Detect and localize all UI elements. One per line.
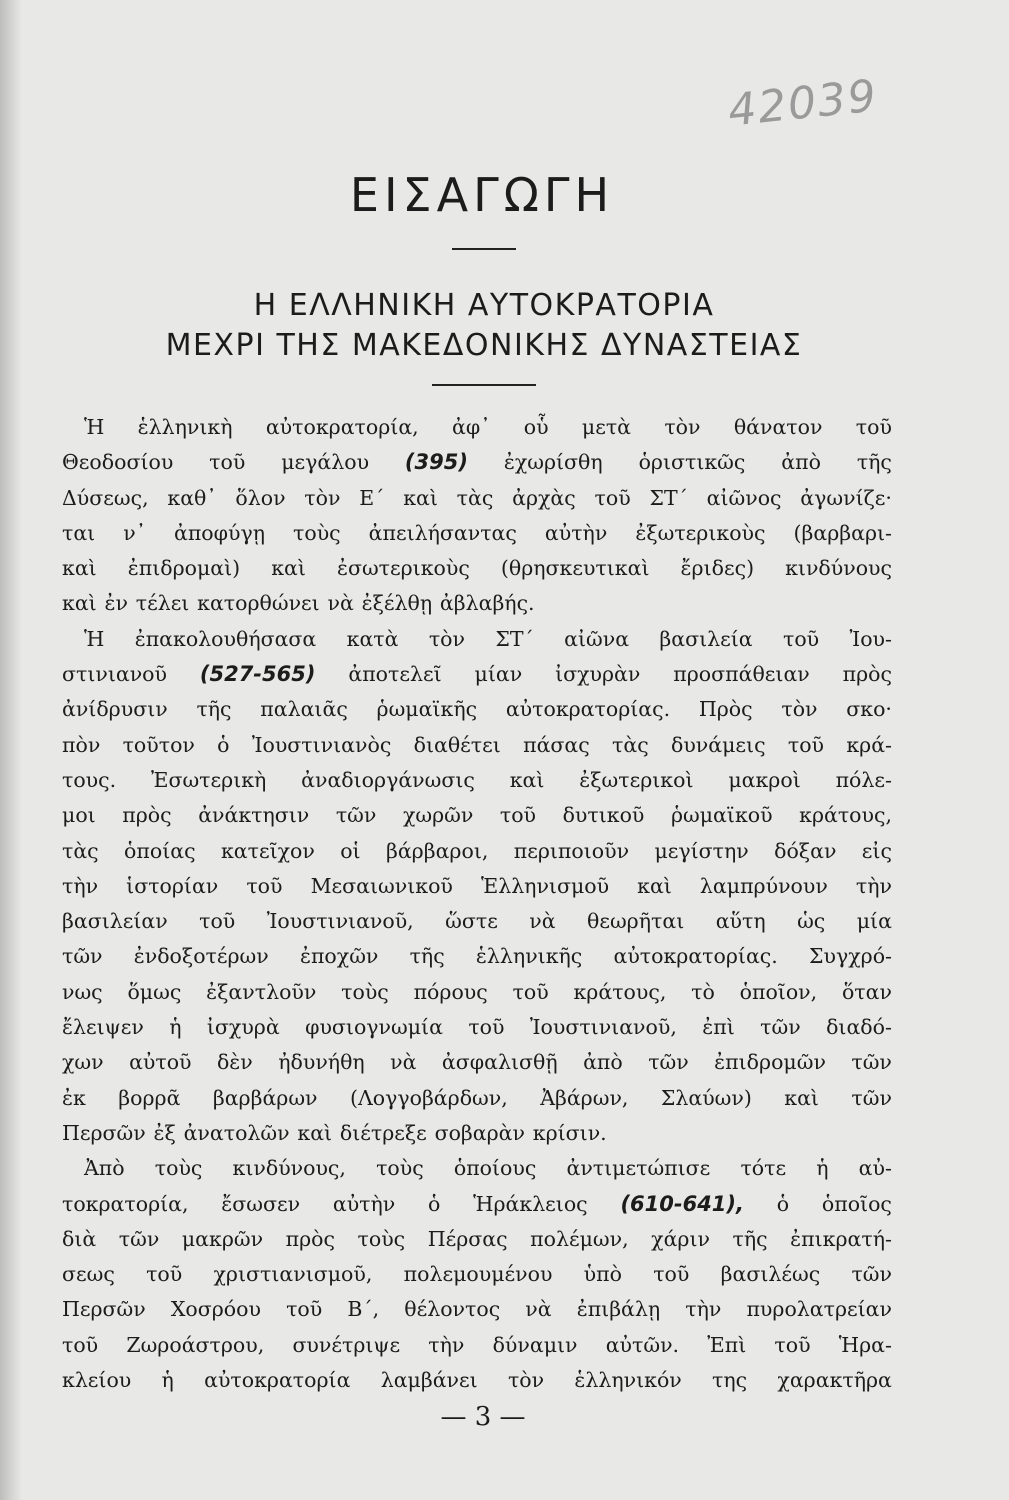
handwritten-archive-number: 42039 <box>725 70 881 137</box>
word: τους. <box>62 767 117 792</box>
word: Χοσρόου <box>170 1297 261 1322</box>
word: Περσῶν <box>62 1297 146 1322</box>
word: ὥστε <box>445 909 498 934</box>
word: κατορθώνει <box>197 591 320 616</box>
word: μετὰ <box>581 415 632 439</box>
word: ται <box>62 520 96 545</box>
word: στινιανοῦ <box>62 662 167 687</box>
word: καὶ <box>784 1085 819 1110</box>
word: Ἰουστινιανοῦ, <box>266 909 414 934</box>
word: ἰσχυρὰ <box>206 1015 280 1040</box>
word: βασιλεία <box>659 626 753 651</box>
word: καὶ <box>271 556 306 581</box>
word: ἑλληνικὴ <box>137 415 233 439</box>
word: ἐκ <box>62 1085 86 1110</box>
word: Ζωροάστρου, <box>126 1332 265 1357</box>
word: ἐν <box>104 591 128 616</box>
word: ὁποῖος <box>821 1191 892 1216</box>
word: μεγίστην <box>654 838 749 863</box>
word: τοῦ <box>499 803 537 828</box>
word: μοι <box>62 803 96 828</box>
text-line <box>62 481 892 516</box>
word: ἀποφύγῃ <box>173 520 265 545</box>
word: ἀρχὰς <box>512 485 576 510</box>
word: ἠδυνήθη <box>278 1050 365 1075</box>
word: ἀπειλήσαντας <box>368 520 517 545</box>
word: δόξαν <box>774 838 837 863</box>
word: λαμβάνει <box>380 1368 478 1393</box>
word: δὲν <box>216 1050 253 1075</box>
word: τοῦ <box>199 909 236 934</box>
word: Περσῶν <box>62 1120 146 1145</box>
word: Β΄, <box>347 1297 380 1322</box>
word: ἐξ <box>153 1120 176 1145</box>
word: τοῦ <box>512 979 549 1004</box>
text-line <box>62 692 892 727</box>
text-line <box>62 834 892 869</box>
word: ἐπὶ <box>702 1015 735 1040</box>
word: αἰῶνος <box>706 485 782 510</box>
word: ἀποτελεῖ <box>348 662 442 687</box>
word: πὸν <box>62 732 101 757</box>
word: αὐτοκρατορίας. <box>505 697 671 722</box>
word: σοβαρὰν <box>434 1120 525 1145</box>
text-line <box>62 1151 892 1186</box>
word: τοὺς <box>357 1226 406 1251</box>
word: ἐπιβάλῃ <box>576 1297 661 1322</box>
word: ἀντιμετώπισε <box>566 1156 711 1181</box>
word: ὑπὸ <box>583 1262 622 1287</box>
word: κινδύνους <box>785 556 892 581</box>
word: τοὺς <box>154 1156 203 1181</box>
word: ὁ <box>428 1191 441 1216</box>
text-line <box>62 516 892 551</box>
word: καὶ <box>62 556 97 581</box>
word: τοῦ <box>594 485 631 510</box>
word: Θεοδοσίου <box>62 450 174 475</box>
word: Ἰου- <box>849 626 892 651</box>
word: παλαιᾶς <box>260 697 348 722</box>
word: αὕτη <box>715 909 766 934</box>
word: περιποιοῦν <box>513 838 630 863</box>
word: ἡ <box>161 1368 174 1393</box>
word: νὰ <box>327 591 354 616</box>
word: πυρολατρείαν <box>746 1297 892 1322</box>
word: τοῦ <box>787 732 825 757</box>
word: ΣΤ΄ <box>495 626 534 651</box>
word: ἱστορίαν <box>126 873 219 898</box>
word: εἰς <box>861 838 892 863</box>
word: ἐποχῶν <box>299 944 379 969</box>
word: τοῦ <box>146 1262 183 1287</box>
word: πάσας <box>523 732 590 757</box>
page-number: — 3 — <box>440 1402 526 1432</box>
text-line <box>62 1010 892 1045</box>
word: δυτικοῦ <box>562 803 645 828</box>
text-line <box>62 798 892 833</box>
word: τοῦ <box>653 1262 690 1287</box>
word: τὴν <box>428 1332 465 1357</box>
word: αὐτοκρατορία, <box>265 415 419 439</box>
word: Ἐπὶ <box>707 1332 747 1357</box>
word: τοῦ <box>468 1015 505 1040</box>
word: αὐτὴν <box>544 520 608 545</box>
word: ὡς <box>797 909 826 934</box>
word: αὐτὴν <box>332 1191 396 1216</box>
word: ἐξαντλοῦν <box>206 979 317 1004</box>
word: νὰ <box>525 1297 552 1322</box>
word: φυσιογνωμία <box>305 1015 443 1040</box>
word: ῥωμαϊκῆς <box>376 697 478 722</box>
date-number: (395) <box>404 450 468 475</box>
text-line <box>62 869 892 904</box>
word: χριστιανισμοῦ, <box>213 1262 373 1287</box>
word: ὁποίους <box>453 1156 537 1181</box>
text-line <box>62 728 892 763</box>
word: τοὺς <box>341 979 389 1004</box>
word: τοκρατορία, <box>62 1191 189 1216</box>
word: ὁ <box>776 1191 790 1216</box>
word: καὶ <box>509 767 545 792</box>
word: τοῦ <box>855 415 892 439</box>
text-line <box>62 586 892 621</box>
word: τῶν <box>851 1085 892 1110</box>
word: τὸν <box>507 1368 545 1393</box>
word: τὸν <box>304 485 341 510</box>
text-line <box>62 904 892 939</box>
word: Ἐσωτερικὴ <box>150 767 267 792</box>
word: ἀγωνίζε· <box>800 485 892 510</box>
word: ὅταν <box>841 979 892 1004</box>
word: ἀπὸ <box>583 1050 623 1075</box>
word: δυνάμεις <box>671 732 766 757</box>
word: τὸν <box>781 697 818 722</box>
word: πόλε- <box>835 767 892 792</box>
word: πρὸς <box>122 803 172 828</box>
word: διαδό- <box>826 1015 892 1040</box>
word: καὶ <box>403 485 438 510</box>
text-line <box>62 1222 892 1257</box>
text-line <box>62 1292 892 1327</box>
text-line <box>62 657 892 692</box>
word: κρίσιν. <box>532 1120 607 1145</box>
word: ἀνάκτησιν <box>198 803 310 828</box>
text-line <box>62 1257 892 1292</box>
word: ἀναδιοργάνωσις <box>301 767 475 792</box>
word: τῶν <box>335 803 377 828</box>
word: ἀσφαλισθῇ <box>441 1050 558 1075</box>
title-divider <box>452 248 516 250</box>
word: Συγχρό- <box>809 944 892 969</box>
word: τοῦ <box>774 1332 811 1357</box>
word: αὐτῶν. <box>605 1332 680 1357</box>
word: μία <box>856 909 892 934</box>
text-line <box>62 939 892 974</box>
word: της <box>712 1368 748 1393</box>
word: χάριν <box>651 1226 710 1251</box>
word: διαθέτει <box>413 732 501 757</box>
text-line <box>62 1045 892 1080</box>
word: ἀπὸ <box>781 450 821 475</box>
word: ὁποῖον, <box>739 979 818 1004</box>
word: Ἀβάρων, <box>540 1085 629 1110</box>
word: καὶ <box>637 873 672 898</box>
word: ἐξέλθῃ <box>361 591 433 616</box>
word: κρά- <box>846 732 892 757</box>
word: Ἡρα- <box>838 1332 892 1357</box>
word: ῥωμαϊκοῦ <box>670 803 773 828</box>
word: οἱ <box>340 838 361 863</box>
word: Ἀπὸ <box>84 1156 125 1181</box>
word: Ἡ <box>84 415 105 439</box>
word: πολεμουμένου <box>403 1262 553 1287</box>
word: σκο· <box>846 697 892 722</box>
page-title: ΕΙΣΑΓΩΓΗ <box>349 168 615 222</box>
word: αἰῶνα <box>564 626 630 651</box>
word: οὗ <box>523 415 549 439</box>
word: ἡ <box>816 1156 829 1181</box>
word: (Λογγοβάρδων, <box>349 1085 508 1110</box>
word: τοῦ <box>286 1297 323 1322</box>
word: ἐξωτερικοὺς <box>635 520 766 545</box>
word: βαρβάρων <box>212 1085 318 1110</box>
text-line <box>62 410 892 445</box>
word: Δύσεως, <box>62 485 149 510</box>
word: λαμπρύνουν <box>699 873 828 898</box>
word: βάρβαροι, <box>385 838 489 863</box>
word: πρὸς <box>285 1226 335 1251</box>
word: ἑλληνικῆς <box>475 944 583 969</box>
word: ἰσχυρὰν <box>555 662 641 687</box>
word: ἡ <box>169 1015 182 1040</box>
word: ἐπακολουθήσασα <box>134 626 317 651</box>
word: τοῦ <box>209 450 246 475</box>
word: τοὺς <box>293 520 341 545</box>
subtitle-line-1: Η ΕΛΛΗΝΙΚΗ ΑΥΤΟΚΡΑΤΟΡΙΑ <box>253 288 715 323</box>
word: ἀβλαβής. <box>439 591 535 616</box>
word: τοῦτον <box>122 732 195 757</box>
word: τῶν <box>760 1015 801 1040</box>
word: ἐχωρίσθη <box>503 450 603 475</box>
word: Ἰουστινιανοῦ, <box>529 1015 677 1040</box>
word: τοῦ <box>783 626 820 651</box>
word: δύναμιν <box>492 1332 578 1357</box>
word: (θρησκευτικαὶ <box>500 556 650 581</box>
word: τοῦ <box>246 873 283 898</box>
word: τῶν <box>851 1050 892 1075</box>
word: ἐπιδρομαὶ) <box>127 556 241 581</box>
word: Μεσαιωνικοῦ <box>310 873 453 898</box>
word: αὐτοκρατορίας. <box>613 944 778 969</box>
word: Ἰουστινιανὸς <box>251 732 392 757</box>
word: ΣΤ΄ <box>649 485 688 510</box>
word: τῶν <box>118 1226 160 1251</box>
word: Ἡ <box>84 626 105 651</box>
word: Ἑλληνισμοῦ <box>480 873 610 898</box>
text-line <box>62 622 892 657</box>
date-number: (610-641), <box>620 1191 744 1216</box>
word: ἀνίδρυσιν <box>62 697 168 722</box>
word: αὐ- <box>858 1156 892 1181</box>
text-line <box>62 763 892 798</box>
word: τὴν <box>62 873 99 898</box>
text-line <box>62 1363 892 1398</box>
text-line <box>62 1328 892 1363</box>
word: θέλοντος <box>404 1297 501 1322</box>
word: τὸν <box>428 626 465 651</box>
word: ἐξωτερικοὶ <box>579 767 694 792</box>
word: ὁριστικῶς <box>638 450 746 475</box>
word: κλείου <box>62 1368 132 1393</box>
word: διέτρεξε <box>339 1120 427 1145</box>
word: τῆς <box>409 944 445 969</box>
word: πολέμων, <box>530 1226 629 1251</box>
word: Ἡράκλειος <box>473 1191 588 1216</box>
text-line <box>62 1187 892 1222</box>
subtitle-divider <box>432 384 536 386</box>
word: τέλει <box>135 591 190 616</box>
word: συνέτριψε <box>292 1332 401 1357</box>
word: ἐνδοξοτέρων <box>133 944 269 969</box>
word: τῆς <box>196 697 232 722</box>
word: πρὸς <box>842 662 892 687</box>
word: διὰ <box>62 1226 97 1251</box>
word: (βαρβαρι- <box>793 520 892 545</box>
word: μίαν <box>474 662 523 687</box>
word: μεγάλου <box>281 450 370 475</box>
word: τοῦ <box>62 1332 99 1357</box>
word: Ε΄ <box>359 485 385 510</box>
text-line <box>62 445 892 480</box>
word: τὸν <box>664 415 701 439</box>
word: ἐπικρατή- <box>790 1226 892 1251</box>
word: καὶ <box>62 591 97 616</box>
word: ὁποίας <box>124 838 196 863</box>
word: νὰ <box>390 1050 417 1075</box>
word: βορρᾶ <box>118 1085 181 1110</box>
word: νὰ <box>529 909 556 934</box>
word: ἑλληνικόν <box>574 1368 682 1393</box>
word: τὰς <box>456 485 494 510</box>
word: προσπάθειαν <box>673 662 810 687</box>
text-line <box>62 1116 892 1151</box>
word: νως <box>62 979 103 1004</box>
word: πόρους <box>413 979 488 1004</box>
word: τὸ <box>691 979 715 1004</box>
word: μακροὶ <box>728 767 801 792</box>
word: καὶ <box>297 1120 333 1145</box>
word: κατεῖχον <box>220 838 315 863</box>
word: ἔριδες) <box>680 556 755 581</box>
text-line <box>62 975 892 1010</box>
word: κράτους, <box>799 803 892 828</box>
word: τότε <box>740 1156 787 1181</box>
date-number: (527-565) <box>199 662 316 687</box>
word: τῶν <box>648 1050 689 1075</box>
binding-shadow <box>0 0 22 1500</box>
word: κράτους, <box>573 979 667 1004</box>
word: τὴν <box>855 873 892 898</box>
word: ἐσωτερικοὺς <box>336 556 470 581</box>
word: καθ᾽ <box>167 485 217 510</box>
subtitle-line-2: ΜΕΧΡΙ ΤΗΣ ΜΑΚΕΔΟΝΙΚΗΣ ΔΥΝΑΣΤΕΙΑΣ <box>165 328 803 363</box>
word: χαρακτῆρα <box>777 1368 892 1393</box>
word: κινδύνους, <box>232 1156 346 1181</box>
word: τοὺς <box>376 1156 424 1181</box>
word: σεως <box>62 1262 115 1287</box>
word: θεωρῆται <box>587 909 685 934</box>
word: Πρὸς <box>698 697 753 722</box>
word: ἐπιδρομῶν <box>714 1050 826 1075</box>
word: ἀφ᾽ <box>452 415 491 439</box>
word: βασιλέως <box>720 1262 821 1287</box>
word: βασιλείαν <box>62 909 168 934</box>
word: ν᾽ <box>123 520 146 545</box>
word: τὴν <box>685 1297 722 1322</box>
word: αὐτοῦ <box>129 1050 192 1075</box>
word: ὅμως <box>127 979 182 1004</box>
word: κατὰ <box>346 626 399 651</box>
word: ἔλειψεν <box>62 1015 144 1040</box>
word: τῆς <box>856 450 892 475</box>
word: θάνατον <box>733 415 823 439</box>
body-text <box>62 410 892 1398</box>
word: ἔσωσεν <box>221 1191 301 1216</box>
word: Σλαύων) <box>660 1085 752 1110</box>
word: χωρῶν <box>402 803 474 828</box>
word: τῶν <box>851 1262 892 1287</box>
word: τῶν <box>62 944 103 969</box>
word: ἀνατολῶν <box>183 1120 290 1145</box>
word: χων <box>62 1050 104 1075</box>
word: ὅλον <box>235 485 286 510</box>
word: τὰς <box>62 838 99 863</box>
word: αὐτοκρατορία <box>204 1368 351 1393</box>
text-line <box>62 551 892 586</box>
word: Πέρσας <box>427 1226 508 1251</box>
word: τῆς <box>732 1226 768 1251</box>
text-line <box>62 1081 892 1116</box>
word: ὁ <box>217 732 230 757</box>
word: τὰς <box>612 732 649 757</box>
word: μακρῶν <box>181 1226 264 1251</box>
